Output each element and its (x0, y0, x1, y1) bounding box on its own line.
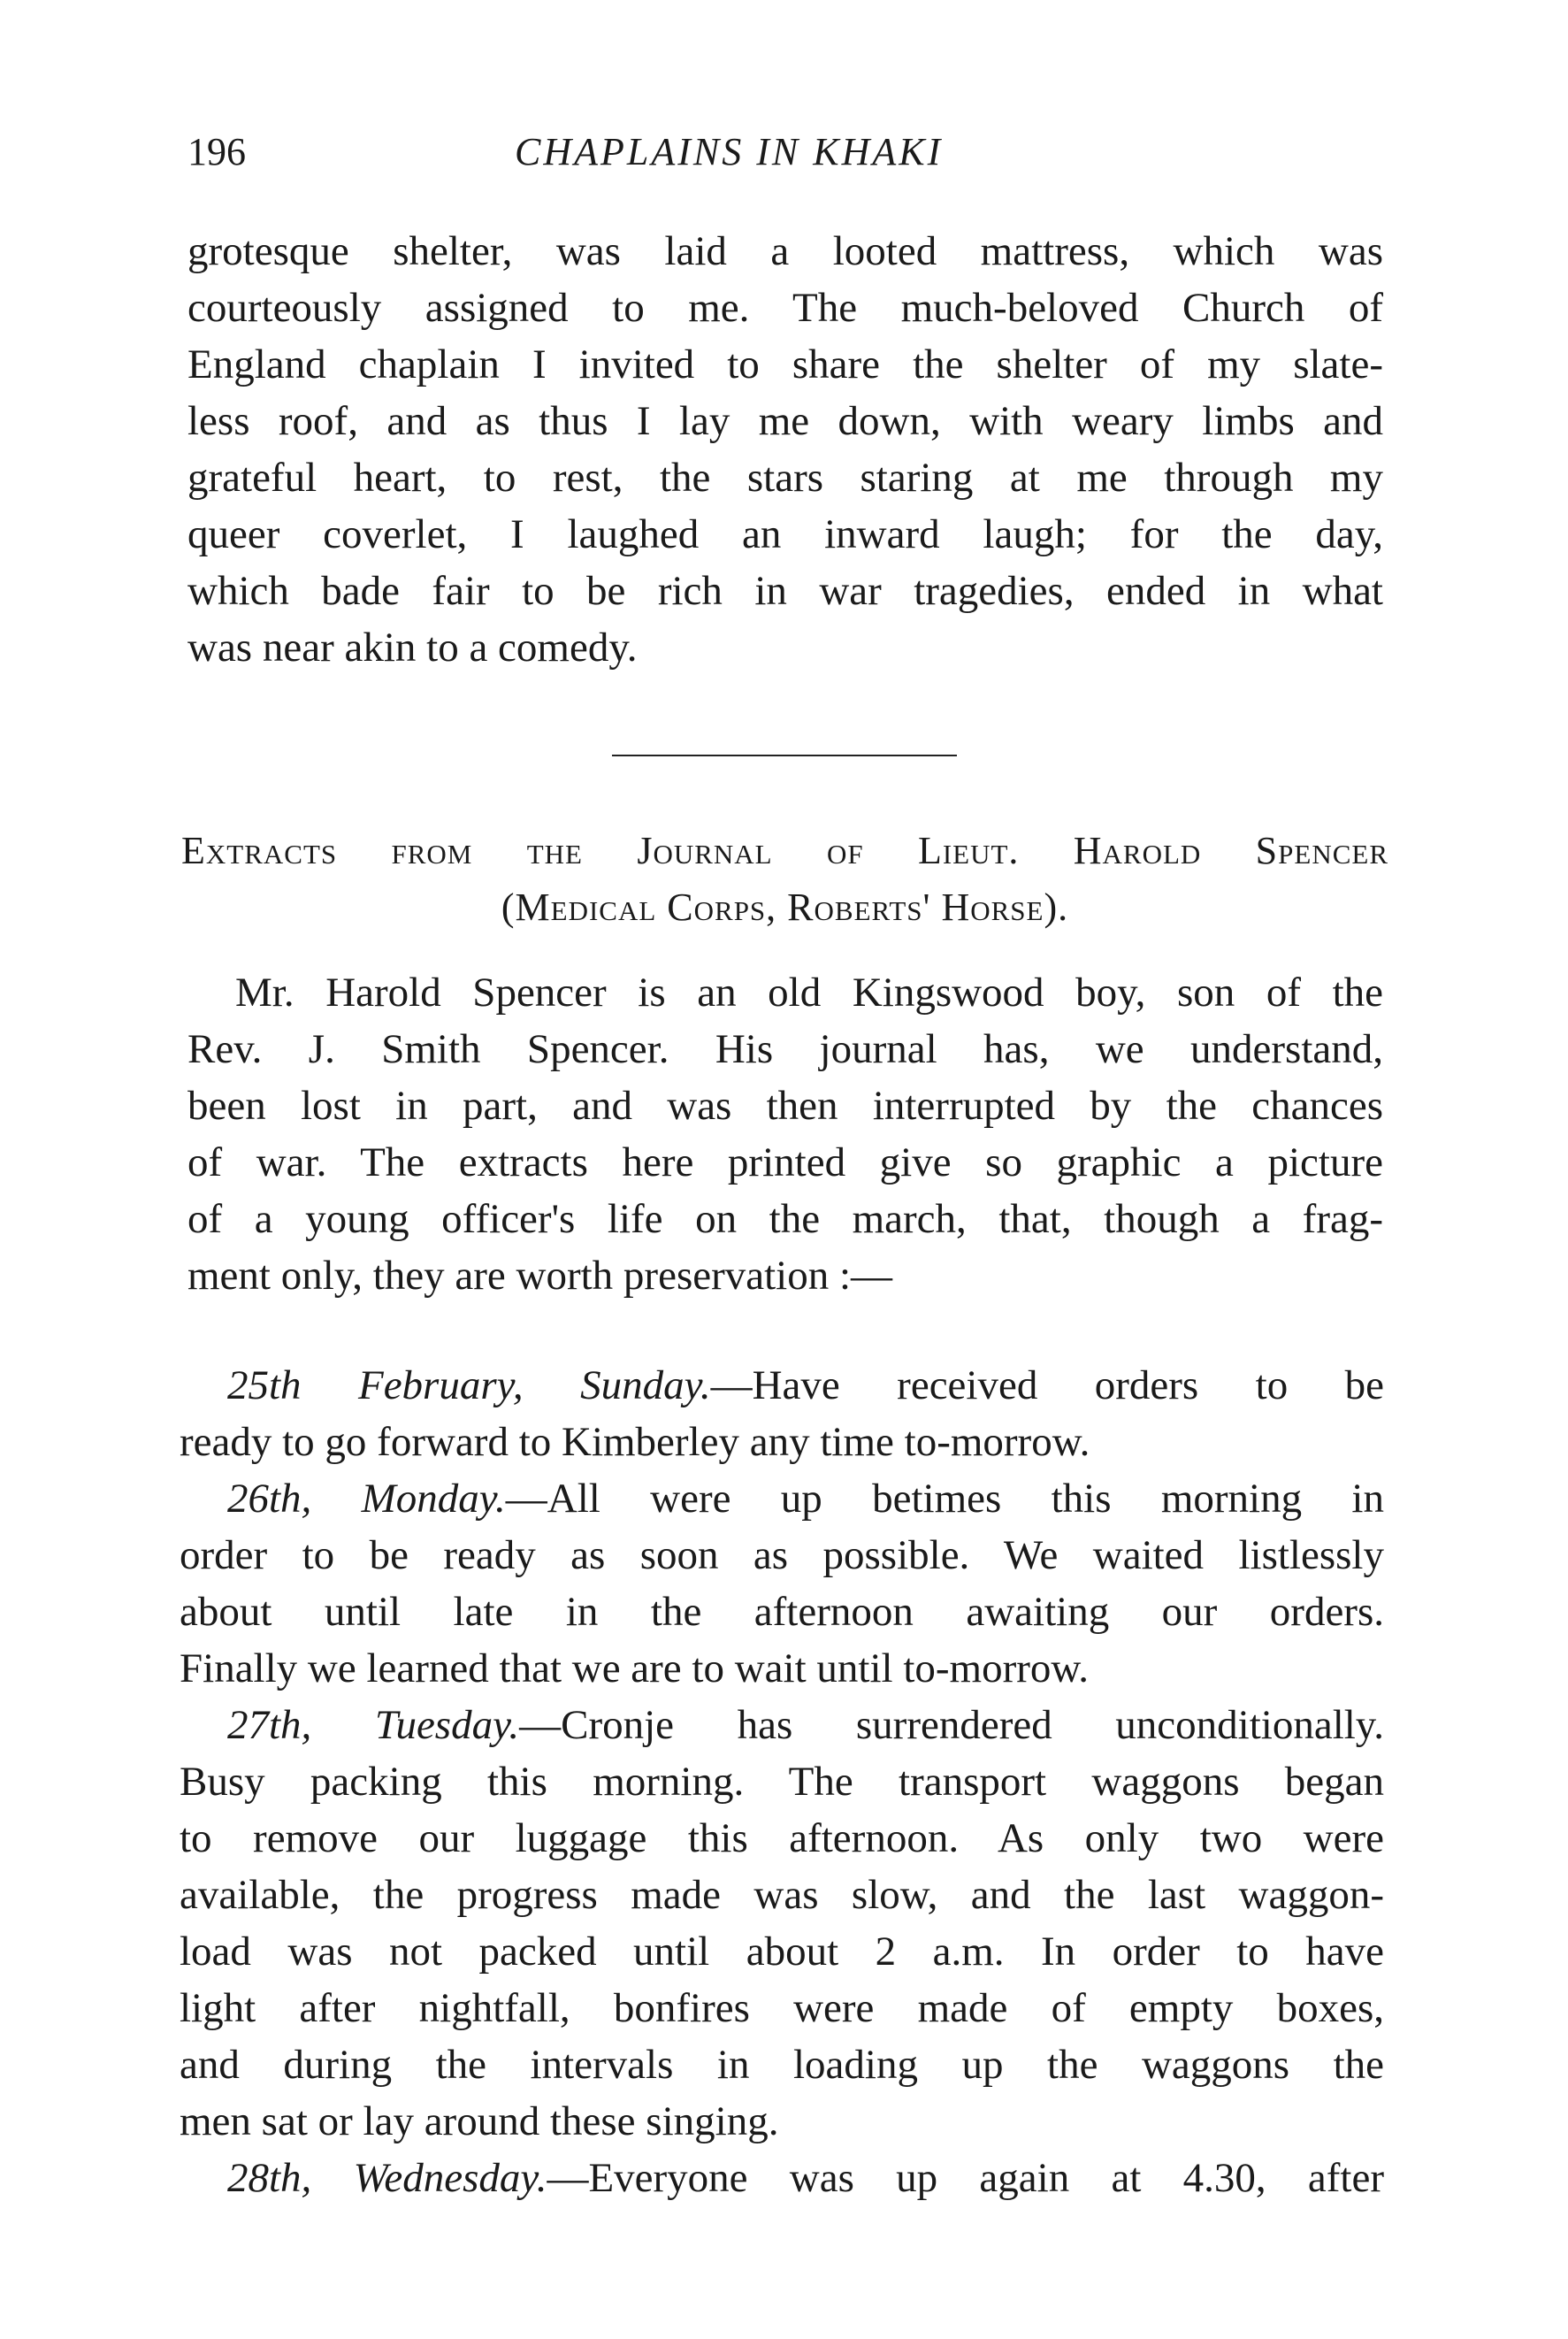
journal-entry-first-line (180, 1357, 1384, 1414)
text-line: Mr. Harold Spencer is an old Kingswood boy, son of the (235, 970, 1383, 1016)
continuation-paragraph (187, 223, 1383, 676)
text-line: of war. The extracts here printed give so graphic a picture (187, 1139, 1383, 1185)
page-number: 196 (187, 130, 246, 173)
text-line: queer coverlet, I laughed an inward laugh; for the day, (187, 511, 1383, 557)
entry-text: —Cronje has surrendered unconditionally. (519, 1702, 1385, 1748)
entry-date: 25th February, Sunday. (227, 1362, 711, 1408)
text-line: light after nightfall, bonfires were made of empty boxes, (180, 1985, 1384, 2031)
intro-paragraph (187, 964, 1383, 1304)
entry-date: 28th, Wednesday. (227, 2155, 547, 2201)
text-line: courteously assigned to me. The much-beloved Church of (187, 285, 1383, 331)
entry-text: —Everyone was up again at 4.30, after (547, 2155, 1384, 2201)
journal-entry-first-line (180, 2150, 1384, 2206)
running-title: CHAPLAINS IN KHAKI (515, 130, 944, 173)
text-line: grotesque shelter, was laid a looted mattress, which was (187, 228, 1383, 274)
section-divider (612, 755, 957, 756)
entry-text: —All were up betimes this morning in (505, 1476, 1384, 1522)
entry-date: 26th, Monday. (227, 1476, 506, 1522)
journal-entry-first-line (180, 1697, 1384, 1753)
entry-date: 27th, Tuesday. (227, 1702, 520, 1748)
journal-entry-first-line (180, 1470, 1384, 1527)
text-line: about until late in the afternoon awaiting our orders. (180, 1589, 1384, 1635)
running-head (187, 126, 1381, 179)
text-line: England chaplain I invited to share the shelter of my slate- (187, 341, 1383, 387)
section-heading-title: Extracts from the Journal of Lieut. Harold Spencer (181, 829, 1388, 872)
text-line: grateful heart, to rest, the stars staring at me through my (187, 455, 1383, 501)
journal-entries (180, 1357, 1384, 2206)
text-line: been lost in part, and was then interrupted by the chances (187, 1083, 1383, 1129)
text-line: of a young officer's life on the march, that, though a frag- (187, 1196, 1383, 1242)
text-line: available, the progress made was slow, and the last waggon- (180, 1872, 1384, 1918)
text-line: to remove our luggage this afternoon. As only two were (180, 1815, 1384, 1861)
text-line: Rev. J. Smith Spencer. His journal has, we understand, (187, 1026, 1383, 1072)
text-line: Finally we learned that we are to wait until to-morrow. (180, 1645, 1090, 1691)
text-line: ment only, they are worth preservation :— (187, 1253, 893, 1299)
text-line: less roof, and as thus I lay me down, with weary limbs and (187, 398, 1383, 444)
text-line: which bade fair to be rich in war tragedies, ended in what (187, 568, 1383, 614)
section-heading-subtitle: (Medical Corps, Roberts' Horse). (501, 886, 1069, 929)
text-line: men sat or lay around these singing. (180, 2098, 779, 2144)
text-line: and during the intervals in loading up the waggons the (180, 2042, 1384, 2088)
text-line: was near akin to a comedy. (187, 625, 638, 671)
text-line: Busy packing this morning. The transport waggons began (180, 1759, 1384, 1805)
text-line: ready to go forward to Kimberley any time to-morrow. (180, 1419, 1090, 1465)
text-line: load was not packed until about 2 a.m. In order to have (180, 1929, 1384, 1975)
text-line: order to be ready as soon as possible. We waited listlessly (180, 1532, 1384, 1578)
entry-text: —Have received orders to be (710, 1362, 1384, 1408)
